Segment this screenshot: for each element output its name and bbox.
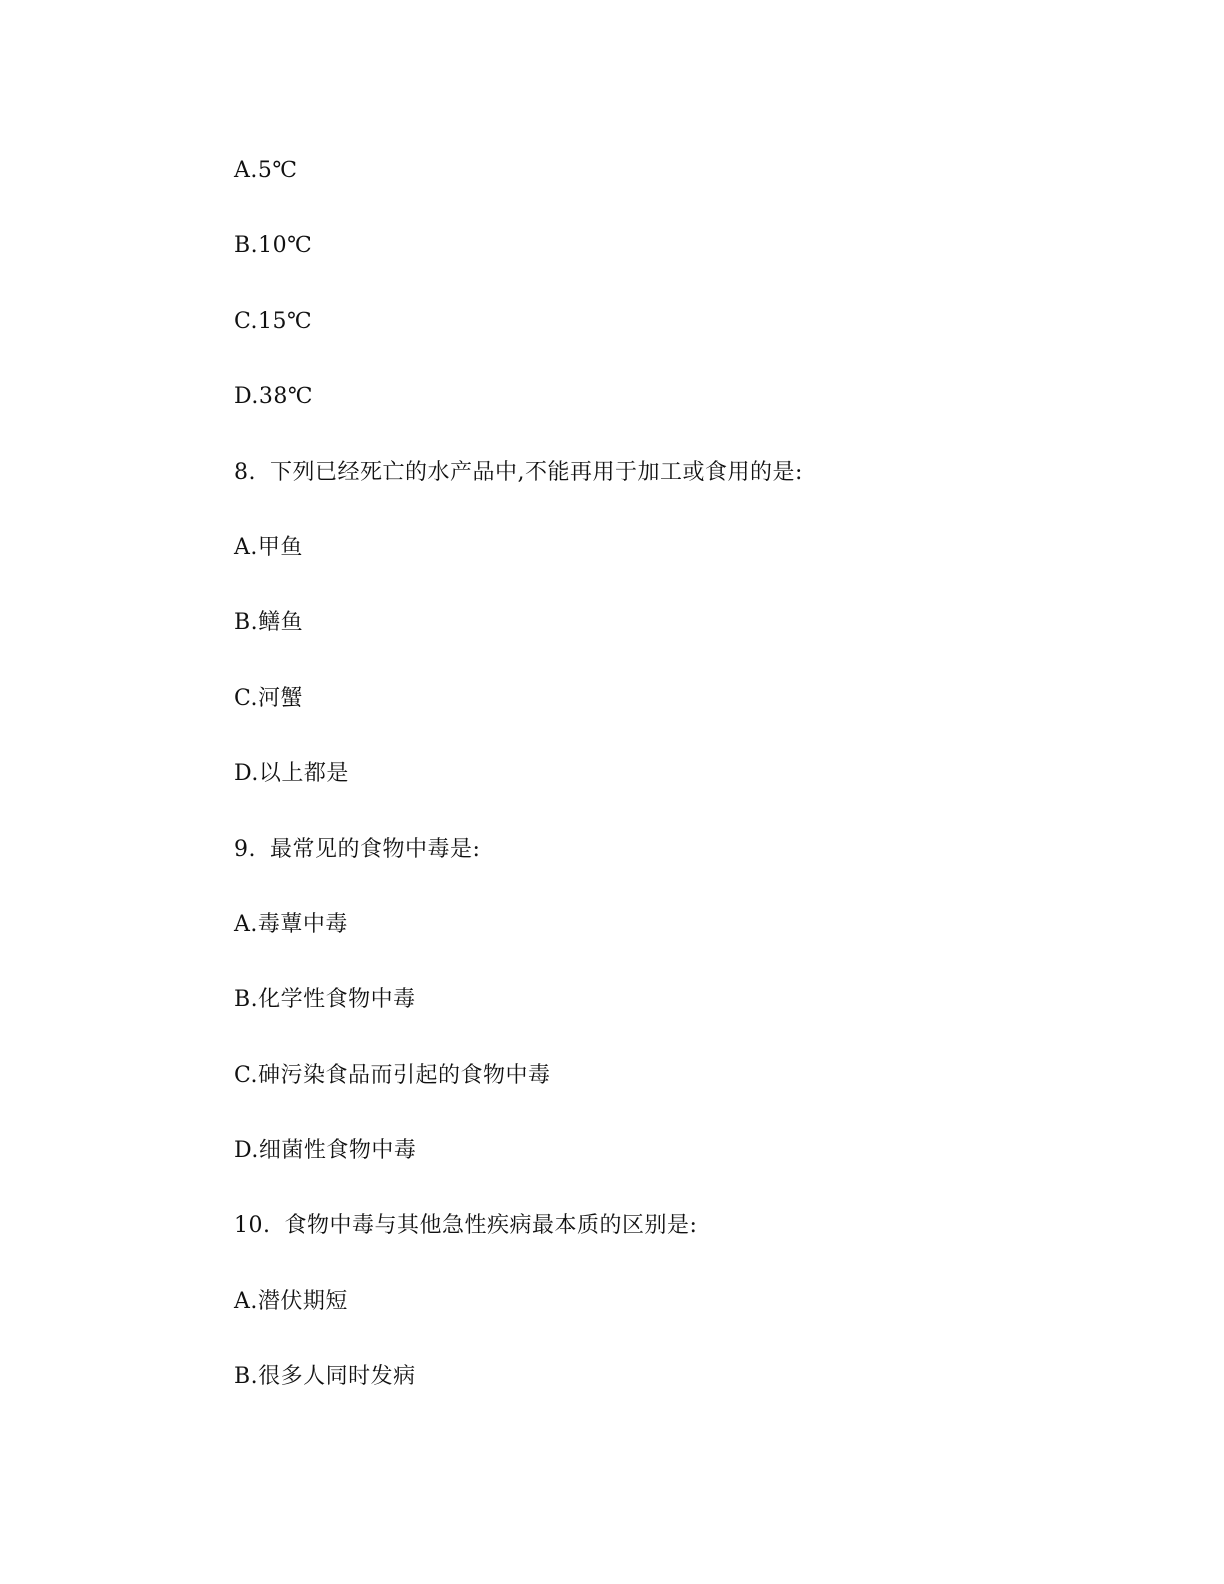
question-number: 8. xyxy=(234,459,256,485)
option-text: A.毒蕈中毒 xyxy=(234,911,348,937)
option-line xyxy=(234,756,1134,831)
option-text: A.潜伏期短 xyxy=(234,1288,348,1314)
option-text: C.砷污染食品而引起的食物中毒 xyxy=(234,1062,551,1088)
option-text: B.化学性食物中毒 xyxy=(234,987,416,1013)
option-text: A.甲鱼 xyxy=(234,534,303,560)
option-line xyxy=(234,982,1134,1057)
option-line xyxy=(234,1284,1134,1359)
option-line xyxy=(234,1058,1134,1133)
question-line xyxy=(234,455,1134,530)
option-line xyxy=(234,304,1134,379)
option-text: B.10℃ xyxy=(234,233,313,259)
option-line xyxy=(234,1359,1134,1434)
option-line xyxy=(234,379,1134,454)
question-number: 10. xyxy=(234,1213,271,1239)
option-text: C.15℃ xyxy=(234,308,313,334)
option-text: A.5℃ xyxy=(234,158,298,183)
option-text: D.以上都是 xyxy=(234,761,349,787)
option-line xyxy=(234,681,1134,756)
question-text: 下列已经死亡的水产品中,不能再用于加工或食用的是: xyxy=(270,459,803,485)
option-line xyxy=(234,530,1134,605)
option-text: D.38℃ xyxy=(234,384,313,410)
question-list xyxy=(234,153,1134,1435)
question-text: 食物中毒与其他急性疾病最本质的区别是: xyxy=(284,1213,698,1239)
question-line xyxy=(234,1208,1134,1283)
option-text: B.鳝鱼 xyxy=(234,610,304,636)
question-line xyxy=(234,832,1134,907)
option-text: D.细菌性食物中毒 xyxy=(234,1138,417,1164)
option-line xyxy=(234,1133,1134,1208)
option-text: B.很多人同时发病 xyxy=(234,1364,416,1390)
option-line xyxy=(234,605,1134,680)
option-line xyxy=(234,907,1134,982)
question-text: 最常见的食物中毒是: xyxy=(270,836,481,862)
option-text: C.河蟹 xyxy=(234,685,304,711)
option-line xyxy=(234,153,1134,228)
option-line xyxy=(234,228,1134,303)
question-number: 9. xyxy=(234,836,256,862)
